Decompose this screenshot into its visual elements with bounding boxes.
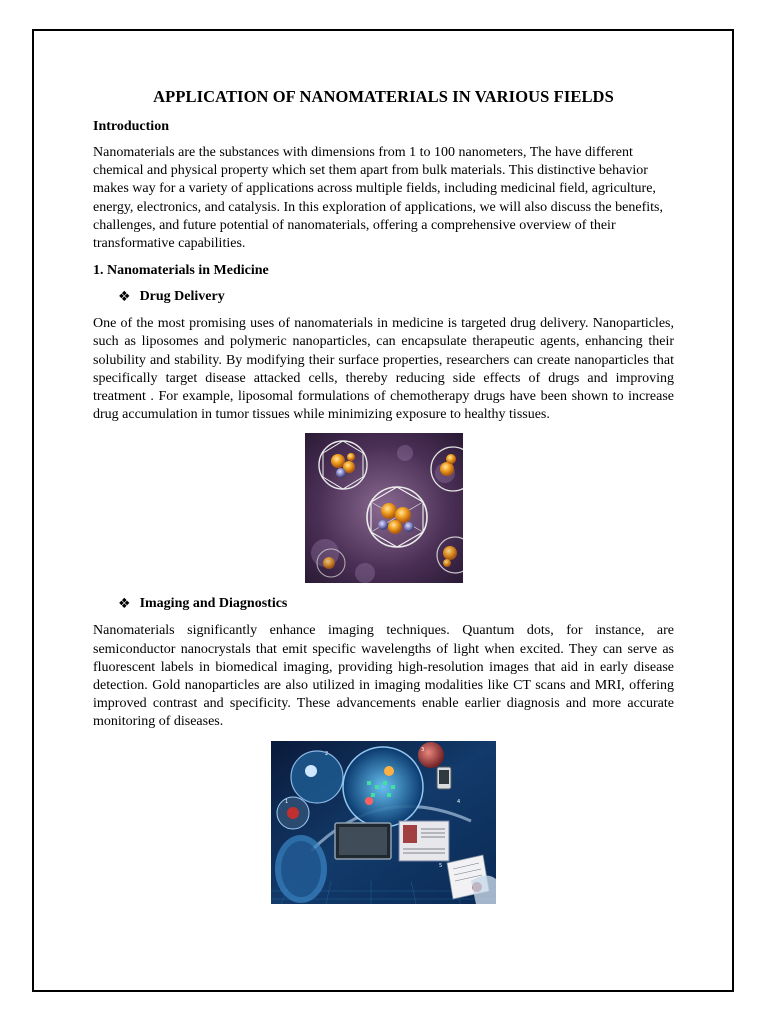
drug-delivery-paragraph: One of the most promising uses of nanomaterials in medicine is targeted drug delivery. Nanoparticles, such as liposomes and polymeric nanoparticles, can encapsulate therapeutic agents, enhancing their solubility and stability. By modifying their surface properties, researchers can create nanoparticles that specifically target disease attacked cells, thereby reducing side effects of drugs and improving treatment . For example, liposomal formulations of chemotherapy drugs have been shown to increase drug accumulation in tumor tissues while minimizing exposure to healthy tissues. (93, 316, 674, 423)
imaging-diagnostics-image (271, 741, 496, 904)
imaging-heading-text: Imaging and Diagnostics (139, 596, 288, 612)
medicine-section-heading: 1. Nanomaterials in Medicine (93, 263, 269, 279)
svg-text:4: 4 (457, 798, 461, 805)
document-title: APPLICATION OF NANOMATERIALS IN VARIOUS FIELDS (153, 87, 614, 106)
imaging-paragraph: Nanomaterials significantly enhance imaging techniques. Quantum dots, for instance, are semiconductor nanocrystals that emit specific wavelengths of light when excited. They can serve as fluorescent labels in biomedical imaging, providing high-resolution images that aid in early disease detection. Gold nanoparticles are also utilized in imaging modalities like CT scans and MRI, offering improved contrast and specificity. These advancements enable earlier diagnosis and more accurate monitoring of diseases. (93, 623, 674, 730)
introduction-heading: Introduction (93, 119, 169, 134)
drug-delivery-heading-text: Drug Delivery (139, 289, 225, 305)
introduction-paragraph: Nanomaterials are the substances with dimensions from 1 to 100 nanometers, The have different chemical and physical property which set them apart from bulk materials. This distinctive behavior makes way for a variety of applications across multiple fields, including medicinal field, agriculture, energy, electronics, and catalysis. In this exploration of applications, we will also discuss the benefits, challenges, and future potential of nanomaterials, offering a comprehensive overview of their transformative capabilities. (93, 145, 663, 252)
imaging-heading (118, 595, 674, 613)
svg-text:5: 5 (439, 862, 443, 869)
svg-text:2: 2 (325, 750, 329, 757)
svg-text:1: 1 (285, 798, 289, 805)
document-body (93, 86, 674, 916)
drug-delivery-heading (118, 288, 674, 306)
drug-delivery-figure (93, 433, 674, 583)
diamond-bullet-icon: ❖ (118, 596, 131, 613)
diamond-bullet-icon: ❖ (118, 289, 131, 306)
svg-text:3: 3 (421, 746, 425, 753)
imaging-figure (93, 741, 674, 904)
nanoparticle-image (305, 433, 463, 583)
